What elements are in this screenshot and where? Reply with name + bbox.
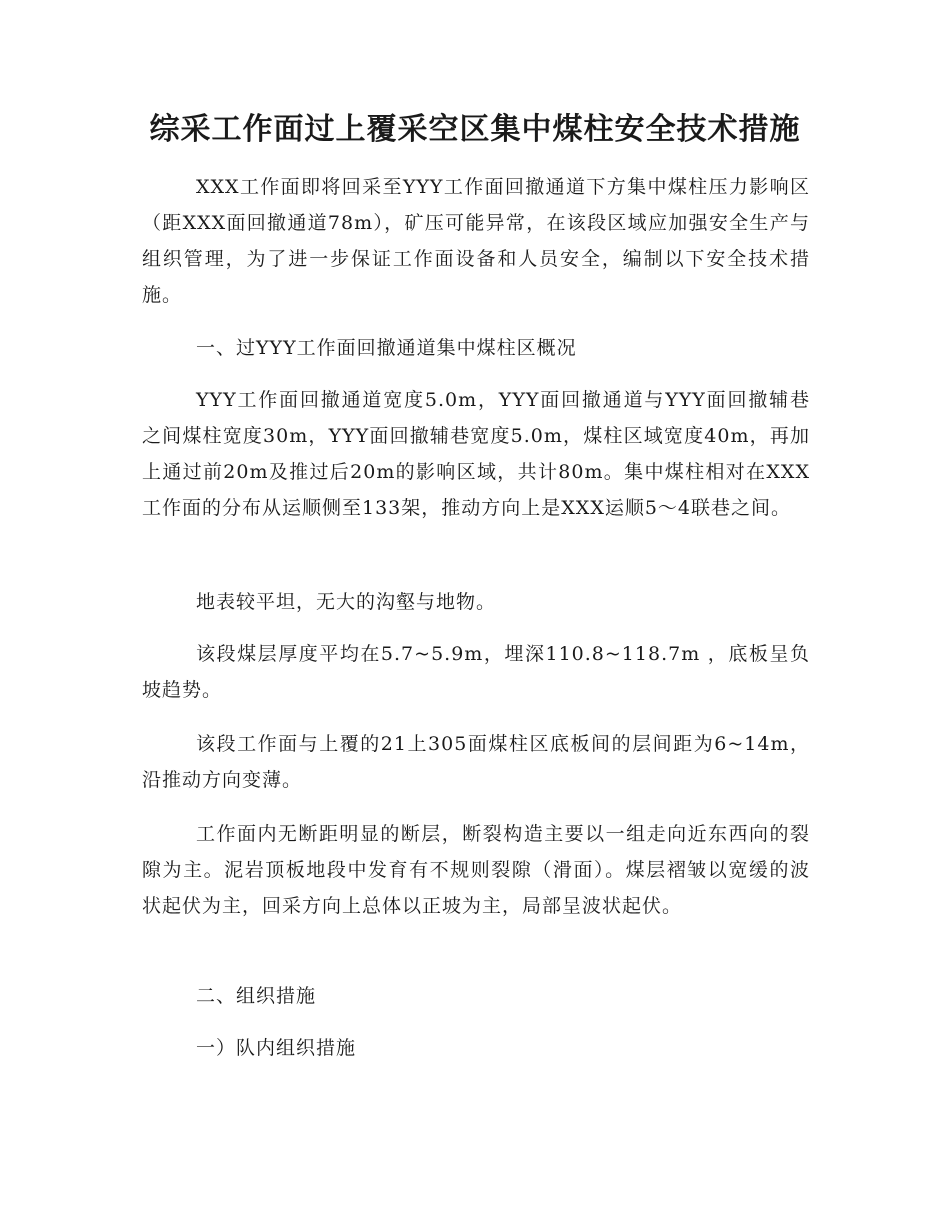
section-1-paragraph-4: 该段工作面与上覆的21上305面煤柱区底板间的层间距为6~14m，沿推动方向变薄。 [142, 733, 810, 791]
section-1-paragraph-5: 工作面内无断距明显的断层，断裂构造主要以一组走向近东西向的裂隙为主。泥岩顶板地段中发育有不规则裂隙（滑面）。煤层褶皱以宽缓的波状起伏为主，回采方向上总体以正坡为主，局部呈波状起伏。 [142, 823, 810, 917]
section-1-paragraph-3: 该段煤层厚度平均在5.7~5.9m，埋深110.8~118.7m ，底板呈负坡趋势。 [142, 643, 810, 701]
section-2-subheading-1: 一）队内组织措施 [196, 1037, 357, 1059]
section-1-paragraph-1: YYY工作面回撤通道宽度5.0m，YYY面回撤通道与YYY面回撤辅巷之间煤柱宽度30m，YYY面回撤辅巷宽度5.0m，煤柱区域宽度40m，再加上通过前20m及推过后20m的影响区域，共计80m。集中煤柱相对在XXX工作面的分布从运顺侧至133架，推动方向上是XXX运顺5～4联巷之间。 [142, 389, 810, 519]
section-1-paragraph-2: 地表较平坦，无大的沟壑与地物。 [196, 591, 497, 613]
section-2-heading: 二、组织措施 [196, 985, 317, 1007]
document-title: 综采工作面过上覆采空区集中煤柱安全技术措施 [149, 112, 801, 147]
intro-paragraph: XXX工作面即将回采至YYY工作面回撤通道下方集中煤柱压力影响区（距XXX面回撤通道78m），矿压可能异常，在该段区域应加强安全生产与组织管理，为了进一步保证工作面设备和人员安全，编制以下安全技术措施。 [142, 176, 810, 306]
section-1-heading: 一、过YYY工作面回撤通道集中煤柱区概况 [196, 337, 577, 359]
